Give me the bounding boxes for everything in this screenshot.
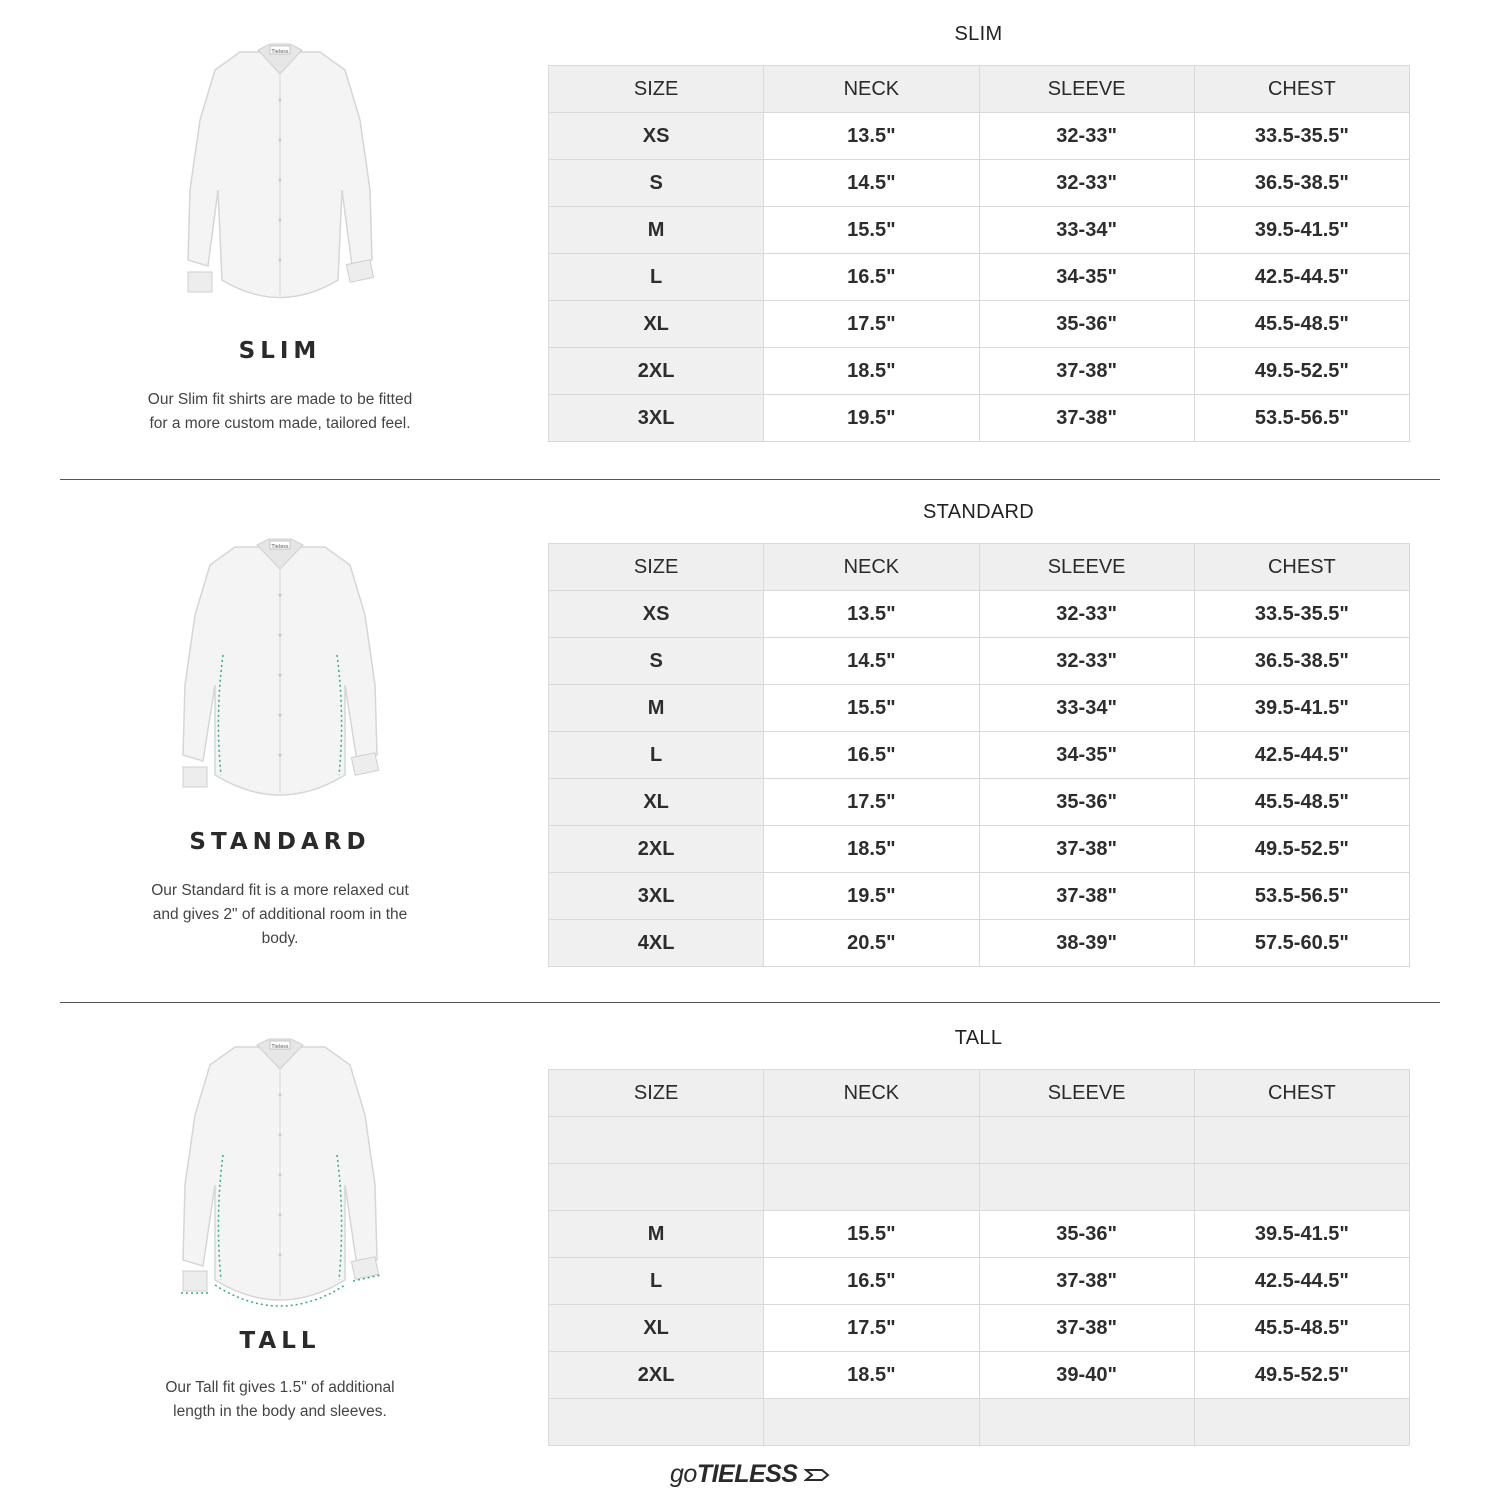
column-header-chest: CHEST [1194,544,1409,591]
neck-cell: 14.5" [764,638,979,685]
size-cell: M [549,685,764,732]
neck-cell: 16.5" [764,1258,979,1305]
sleeve-cell: 37-38" [979,395,1194,442]
table-row [549,1305,1410,1352]
sleeve-cell: 35-36" [979,779,1194,826]
tall-fit-panel [140,1035,420,1424]
tall-shirt-illustration [165,1035,395,1310]
table-row [549,873,1410,920]
sleeve-cell: 32-33" [979,113,1194,160]
neck-cell: 18.5" [764,348,979,395]
size-cell: 2XL [549,826,764,873]
neck-cell: 15.5" [764,207,979,254]
column-header-neck: NECK [764,66,979,113]
table-row [549,254,1410,301]
table-row [549,685,1410,732]
sleeve-cell: 37-38" [979,873,1194,920]
neck-cell: 17.5" [764,779,979,826]
table-row [549,920,1410,967]
sleeve-cell: 35-36" [979,301,1194,348]
column-header-size: SIZE [549,66,764,113]
column-header-sleeve: SLEEVE [979,544,1194,591]
neck-cell: 19.5" [764,873,979,920]
sleeve-cell [979,1117,1194,1164]
neck-cell: 16.5" [764,254,979,301]
size-cell [549,1117,764,1164]
size-cell: 3XL [549,395,764,442]
table-row [549,160,1410,207]
chest-cell: 49.5-52.5" [1194,348,1409,395]
column-header-neck: NECK [764,1070,979,1117]
chest-cell: 42.5-44.5" [1194,254,1409,301]
svg-text:Tieless: Tieless [271,49,289,55]
size-cell: XL [549,779,764,826]
column-header-sleeve: SLEEVE [979,1070,1194,1117]
size-cell: M [549,1211,764,1258]
table-row [549,1258,1410,1305]
size-cell: L [549,254,764,301]
logo-arrow-icon [804,1467,830,1483]
slim-fit-panel [140,40,420,436]
chest-cell: 39.5-41.5" [1194,207,1409,254]
standard-size-table [548,543,1410,967]
chest-cell [1194,1399,1409,1446]
table-header-row [549,1070,1410,1117]
chest-cell: 45.5-48.5" [1194,1305,1409,1352]
column-header-chest: CHEST [1194,66,1409,113]
size-cell: S [549,160,764,207]
column-header-size: SIZE [549,1070,764,1117]
size-cell: 2XL [549,1352,764,1399]
size-cell [549,1399,764,1446]
table-row [549,113,1410,160]
logo-brand: TIELESS [696,1460,798,1488]
table-header-row [549,544,1410,591]
chest-cell: 49.5-52.5" [1194,1352,1409,1399]
sleeve-cell: 32-33" [979,638,1194,685]
sleeve-cell: 37-38" [979,826,1194,873]
table-row [549,301,1410,348]
sleeve-cell: 35-36" [979,1211,1194,1258]
chest-cell: 39.5-41.5" [1194,1211,1409,1258]
size-cell: XS [549,113,764,160]
chest-cell [1194,1164,1409,1211]
table-header-row [549,66,1410,113]
svg-text:Tieless: Tieless [271,1044,289,1050]
neck-cell [764,1164,979,1211]
sleeve-cell: 32-33" [979,591,1194,638]
table-row [549,1211,1410,1258]
size-cell: L [549,732,764,779]
size-cell: XL [549,301,764,348]
section-divider [60,479,1440,480]
table-row [549,732,1410,779]
standard-fit-panel [140,535,420,951]
sleeve-cell [979,1399,1194,1446]
standard-table-title: STANDARD [923,501,1034,523]
sleeve-cell: 37-38" [979,348,1194,395]
tall-size-table [548,1069,1410,1446]
size-cell: 4XL [549,920,764,967]
chest-cell: 45.5-48.5" [1194,301,1409,348]
column-header-size: SIZE [549,544,764,591]
sleeve-cell: 39-40" [979,1352,1194,1399]
chest-cell: 36.5-38.5" [1194,160,1409,207]
column-header-sleeve: SLEEVE [979,66,1194,113]
tall-fit-description: Our Tall fit gives 1.5" of additional length in the body and sleeves. [165,1379,395,1420]
neck-cell: 17.5" [764,1305,979,1352]
chest-cell: 45.5-48.5" [1194,779,1409,826]
sleeve-cell: 34-35" [979,254,1194,301]
neck-cell: 13.5" [764,113,979,160]
table-row [549,638,1410,685]
chest-cell [1194,1117,1409,1164]
neck-cell: 17.5" [764,301,979,348]
neck-cell: 14.5" [764,160,979,207]
slim-shirt-illustration [170,40,390,310]
neck-cell: 15.5" [764,685,979,732]
chest-cell: 53.5-56.5" [1194,873,1409,920]
neck-cell: 19.5" [764,395,979,442]
slim-fit-name: SLIM [238,338,322,364]
size-cell [549,1164,764,1211]
chest-cell: 42.5-44.5" [1194,1258,1409,1305]
sleeve-cell [979,1164,1194,1211]
size-cell: 3XL [549,873,764,920]
sleeve-cell: 37-38" [979,1258,1194,1305]
neck-cell [764,1117,979,1164]
chest-cell: 57.5-60.5" [1194,920,1409,967]
neck-cell: 18.5" [764,826,979,873]
neck-cell: 20.5" [764,920,979,967]
logo-prefix: go [670,1460,697,1488]
chest-cell: 33.5-35.5" [1194,591,1409,638]
neck-cell [764,1399,979,1446]
sleeve-cell: 38-39" [979,920,1194,967]
table-row [549,348,1410,395]
gotieless-logo [650,1460,850,1489]
size-cell: 2XL [549,348,764,395]
table-row-empty [549,1117,1410,1164]
standard-fit-name: STANDARD [189,829,371,855]
slim-fit-description: Our Slim fit shirts are made to be fitted for a more custom made, tailored feel. [147,391,413,432]
sleeve-cell: 33-34" [979,207,1194,254]
table-row [549,591,1410,638]
table-row-empty [549,1399,1410,1446]
neck-cell: 16.5" [764,732,979,779]
column-header-neck: NECK [764,544,979,591]
chest-cell: 53.5-56.5" [1194,395,1409,442]
chest-cell: 39.5-41.5" [1194,685,1409,732]
sleeve-cell: 37-38" [979,1305,1194,1352]
slim-table-title: SLIM [954,23,1003,45]
table-row [549,779,1410,826]
standard-fit-description: Our Standard fit is a more relaxed cut and gives 2" of additional room in the body. [151,882,409,947]
section-divider [60,1002,1440,1003]
table-row [549,826,1410,873]
column-header-chest: CHEST [1194,1070,1409,1117]
table-row [549,1352,1410,1399]
chest-cell: 49.5-52.5" [1194,826,1409,873]
chest-cell: 42.5-44.5" [1194,732,1409,779]
size-cell: M [549,207,764,254]
neck-cell: 13.5" [764,591,979,638]
standard-shirt-illustration [165,535,395,805]
table-row [549,395,1410,442]
size-cell: S [549,638,764,685]
svg-text:Tieless: Tieless [271,544,289,550]
size-cell: XS [549,591,764,638]
tall-table-title: TALL [954,1027,1003,1049]
slim-size-table [548,65,1410,442]
chest-cell: 36.5-38.5" [1194,638,1409,685]
neck-cell: 15.5" [764,1211,979,1258]
table-row-empty [549,1164,1410,1211]
size-cell: XL [549,1305,764,1352]
sleeve-cell: 33-34" [979,685,1194,732]
tall-fit-name: TALL [239,1328,321,1354]
sleeve-cell: 34-35" [979,732,1194,779]
neck-cell: 18.5" [764,1352,979,1399]
sleeve-cell: 32-33" [979,160,1194,207]
chest-cell: 33.5-35.5" [1194,113,1409,160]
table-row [549,207,1410,254]
size-cell: L [549,1258,764,1305]
